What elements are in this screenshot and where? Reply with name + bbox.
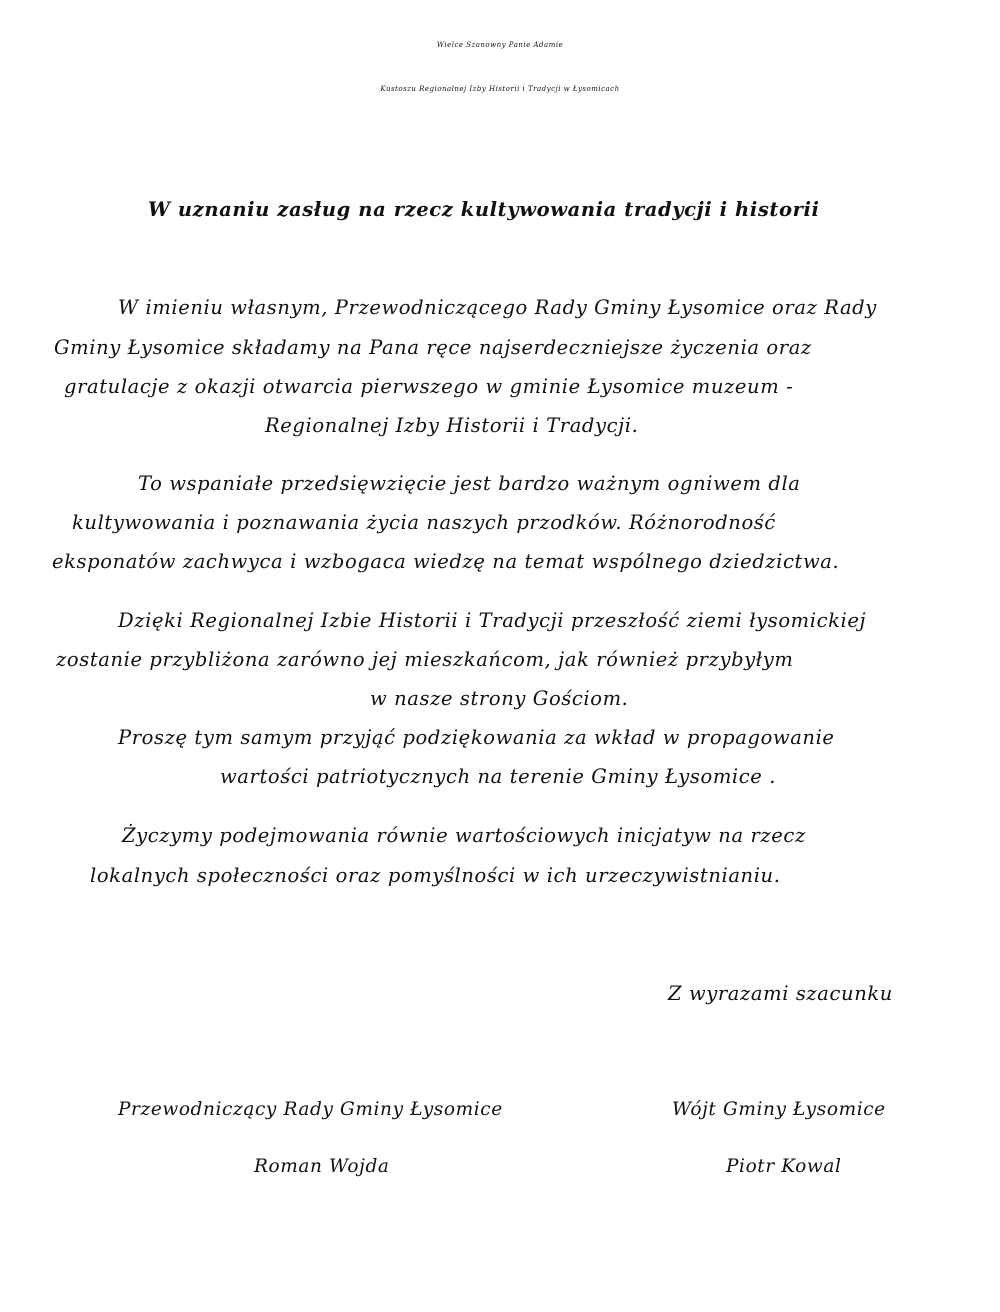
- greeting-heading: Wielce Szanowny Panie Adamie: [436, 41, 564, 49]
- signature-right-name: Piotr Kowal: [726, 1156, 842, 1177]
- signature-left-title: Przewodniczący Rady Gminy Łysomice: [118, 1099, 503, 1120]
- signature-right-title: Wójt Gminy Łysomice: [672, 1099, 886, 1120]
- paragraph-2-line-3: eksponatów zachwyca i wzbogaca wiedzę na temat wspólnego dziedzictwa.: [52, 550, 840, 573]
- paragraph-2-line-1: To wspaniałe przedsięwzięcie jest bardzo ważnym ogniwem dla: [138, 472, 801, 495]
- paragraph-3-line-2: zostanie przybliżona zarówno jej mieszkańcom, jak również przybyłym: [56, 648, 794, 671]
- paragraph-3-line-5: wartości patriotycznych na terenie Gminy Łysomice .: [220, 765, 777, 788]
- subtitle-line-1: W uznaniu zasług na rzecz kultywowania tradycji i historii: [148, 198, 820, 221]
- paragraph-4-line-1: Życzymy podejmowania równie wartościowych inicjatyw na rzecz: [122, 824, 806, 847]
- paragraph-2-line-2: kultywowania i poznawania życia naszych przodków. Różnorodność: [72, 511, 776, 534]
- paragraph-1-line-3: gratulacje z okazji otwarcia pierwszego w gminie Łysomice muzeum -: [64, 375, 794, 398]
- addressee-heading: Kustoszu Regionalnej Izby Historii i Tradycji w Łysomicach: [380, 85, 620, 93]
- paragraph-1-line-4: Regionalnej Izby Historii i Tradycji.: [265, 414, 639, 437]
- paragraph-1-line-1: W imieniu własnym, Przewodniczącego Rady Gminy Łysomice oraz Rady: [118, 296, 877, 319]
- paragraph-3-line-1: Dzięki Regionalnej Izbie Historii i Tradycji przeszłość ziemi łysomickiej: [118, 609, 867, 632]
- paragraph-4-line-2: lokalnych społeczności oraz pomyślności w ich urzeczywistnianiu.: [90, 864, 781, 887]
- closing-text: Z wyrazami szacunku: [668, 982, 893, 1005]
- paragraph-3-line-3: w nasze strony Gościom.: [370, 687, 629, 710]
- paragraph-3-line-4: Proszę tym samym przyjąć podziękowania za wkład w propagowanie: [118, 726, 835, 749]
- signature-left-name: Roman Wojda: [254, 1156, 390, 1177]
- paragraph-1-line-2: Gminy Łysomice składamy na Pana ręce najserdeczniejsze życzenia oraz: [54, 336, 812, 359]
